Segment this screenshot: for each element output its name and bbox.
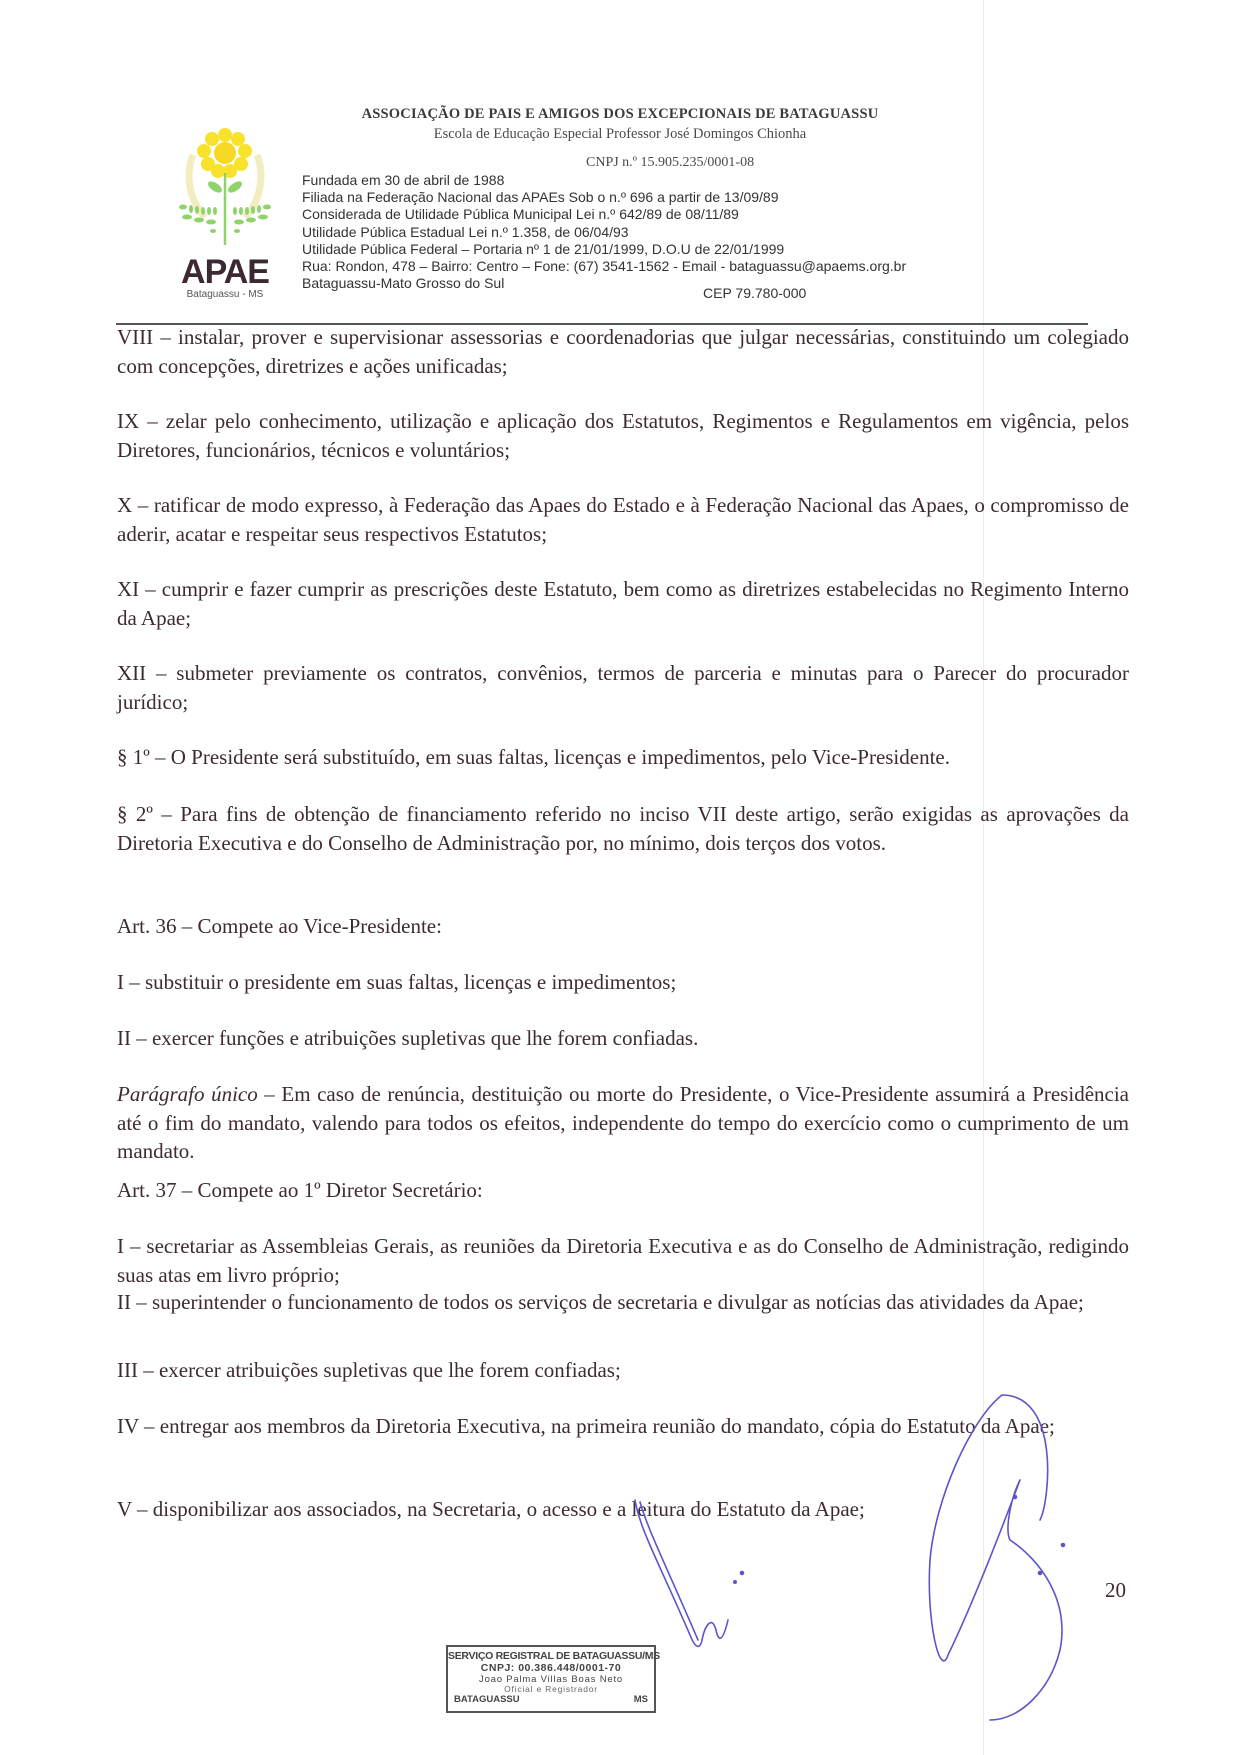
stamp-office: SERVIÇO REGISTRAL DE BATAGUASSU/MS: [448, 1650, 660, 1662]
logo-wordmark: APAE: [181, 253, 269, 291]
stamp-city: BATAGUASSU: [454, 1694, 520, 1705]
school-name: Escola de Educação Especial Professor José Domingos Chionha: [433, 126, 807, 142]
page-number: 20: [1105, 1578, 1126, 1602]
article-37-item-iii: III – exercer atribuições supletivas que lhe forem confiadas;: [117, 1358, 621, 1382]
article-37-item-iv: IV – entregar aos membros da Diretoria Executiva, na primeira reunião do mandato, cópia do Estatuto da Apae;: [117, 1414, 1055, 1438]
municipal-utility-line: Considerada de Utilidade Pública Municipal Lei n.º 642/89 de 08/11/89: [302, 206, 739, 223]
paragrafo-unico-label: Parágrafo único: [117, 1082, 258, 1106]
paragraph-x: X – ratificar de modo expresso, à Federação das Apaes do Estado e à Federação Nacional das Apaes, o compromisso de aderir, acatar e respeitar seus respectivos Estatutos;: [117, 493, 1129, 546]
affiliation-line: Filiada na Federação Nacional das APAEs Sob o n.º 696 a partir de 13/09/89: [302, 189, 779, 206]
article-37-item-i: I – secretariar as Assembleias Gerais, as reuniões da Diretoria Executiva e as do Conselho de Administração, redigindo suas atas em livro próprio;: [117, 1234, 1129, 1287]
article-36-heading: Art. 36 – Compete ao Vice-Presidente:: [117, 914, 442, 938]
stamp-officer-title: Oficial e Registrador: [504, 1684, 598, 1694]
founded-line: Fundada em 30 de abril de 1988: [302, 172, 505, 188]
address-line: Rua: Rondon, 478 – Bairro: Centro – Fone: (67) 3541-1562 - Email - bataguassu@apaems.org.br: [302, 258, 907, 275]
cnpj-line: CNPJ n.º 15.905.235/0001-08: [586, 155, 755, 170]
city-line: Bataguassu-Mato Grosso do Sul: [302, 275, 505, 292]
logo-subtitle: Bataguassu - MS: [186, 289, 264, 300]
paragraph-xii: XII – submeter previamente os contratos, convênios, termos de parceria e minutas para o Parecer do procurador jurídico;: [117, 661, 1129, 714]
stamp-cnpj: CNPJ: 00.386.448/0001-70: [480, 1662, 622, 1674]
article-37-item-ii: II – superintender o funcionamento de todos os serviços de secretaria e divulgar as notícias das atividades da Apae;: [117, 1290, 1084, 1314]
signature-right: [929, 1395, 1062, 1720]
paragraph-section-2: § 2º – Para fins de obtenção de financiamento referido no inciso VII deste artigo, serão exigidas as aprovações da Diretoria Executiva e do Conselho de Administração por, no mínimo, dois terços dos votos.: [117, 802, 1129, 855]
stamp-state: MS: [633, 1694, 648, 1705]
article-36-item-i: I – substituir o presidente em suas faltas, licenças e impedimentos;: [117, 970, 677, 994]
article-37-item-v: V – disponibilizar aos associados, na Secretaria, o acesso e a leitura do Estatuto da Apae;: [117, 1497, 865, 1521]
paragrafo-unico-text: – Em caso de renúncia, destituição ou morte do Presidente, o Vice-Presidente assumirá a Presidência até o fim do mandato, valendo para todos os efeitos, independente do tempo do exercício como o cumprimento de um mandato.: [117, 1082, 1129, 1163]
paragraph-viii: VIII – instalar, prover e supervisionar assessorias e coordenadorias que julgar necessárias, constituindo um colegiado com concepções, diretrizes e ações unificadas;: [117, 325, 1129, 378]
article-37-heading: Art. 37 – Compete ao 1º Diretor Secretário:: [117, 1178, 483, 1202]
scan-fold-line: [983, 0, 984, 1755]
paragrafo-unico: [117, 1080, 1129, 1166]
stamp-location: [448, 1694, 654, 1705]
article-36-item-ii: II – exercer funções e atribuições supletivas que lhe forem confiadas.: [117, 1026, 699, 1050]
cep-line: CEP 79.780-000: [703, 285, 807, 301]
letterhead-details: [302, 172, 906, 292]
federal-utility-line: Utilidade Pública Federal – Portaria nº 1 de 21/01/1999, D.O.U de 22/01/1999: [302, 240, 785, 257]
state-utility-line: Utilidade Pública Estadual Lei n.º 1.358, de 06/04/93: [302, 223, 629, 240]
paragraph-ix: IX – zelar pelo conhecimento, utilização e aplicação dos Estatutos, Regimentos e Regulamentos em vigência, pelos Diretores, funcionários, técnicos e voluntários;: [117, 409, 1129, 462]
paragraph-section-1: § 1º – O Presidente será substituído, em suas faltas, licenças e impedimentos, pelo Vice-Presidente.: [117, 745, 950, 769]
organization-name: ASSOCIAÇÃO DE PAIS E AMIGOS DOS EXCEPCIONAIS DE BATAGUASSU: [361, 106, 879, 122]
logo-flower: [197, 128, 252, 178]
stamp-officer-name: Joao Palma Villas Boas Neto: [479, 1674, 623, 1685]
registry-stamp: [446, 1645, 660, 1713]
paragraph-xi: XI – cumprir e fazer cumprir as prescrições deste Estatuto, bem como as diretrizes estabelecidas no Regimento Interno da Apae;: [117, 577, 1129, 630]
